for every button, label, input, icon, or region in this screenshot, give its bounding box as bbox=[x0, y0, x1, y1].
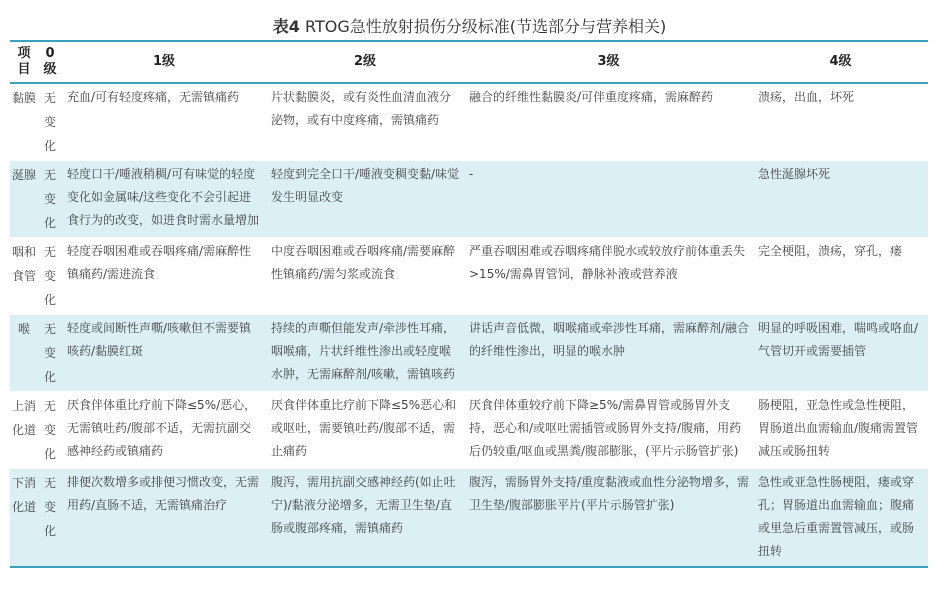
row-item: 喉 bbox=[10, 315, 38, 392]
table-row bbox=[10, 469, 928, 568]
table-row bbox=[10, 83, 928, 161]
grade-4-cell: 肠梗阻，亚急性或急性梗阻，胃肠道出血需输血/腹痛需置管减压或肠扭转 bbox=[758, 398, 919, 458]
grade-1-cell: 排便次数增多或排便习惯改变，无需用药/直肠不适，无需镇痛治疗 bbox=[62, 469, 266, 568]
table-row bbox=[10, 161, 928, 238]
grade-4-cell: 急性或亚急性肠梗阻，瘘或穿孔；胃肠道出血需输血；腹痛或里急后重需置管减压，或肠扭转 bbox=[753, 469, 928, 568]
header-item: 项目 bbox=[17, 46, 31, 77]
grade-0-cell: 无变化 bbox=[38, 469, 62, 568]
grade-3-cell: 讲话声音低微，咽喉痛或牵涉性耳痛，需麻醉剂/融合的纤维性渗出，明显的喉水肿 bbox=[464, 315, 753, 392]
table-title bbox=[0, 14, 939, 37]
grade-1-cell: 轻度或间断性声嘶/咳嗽但不需要镇咳药/黏膜红斑 bbox=[62, 315, 266, 392]
grade-3-cell: 腹泻，需肠胃外支持/重度黏液或血性分泌物增多，需卫生垫/腹部膨胀平片(平片示肠管扩张) bbox=[464, 469, 753, 568]
table-row bbox=[10, 238, 928, 315]
table-row bbox=[10, 392, 928, 469]
table-caption: RTOG急性放射损伤分级标准(节选部分与营养相关) bbox=[305, 17, 667, 36]
row-item: 黏膜 bbox=[12, 91, 37, 105]
grade-1-cell: 充血/可有轻度疼痛，无需镇痛药 bbox=[67, 90, 240, 104]
grade-0-cell: 无变化 bbox=[38, 315, 62, 392]
grade-1-cell: 轻度吞咽困难或吞咽疼痛/需麻醉性镇痛药/需进流食 bbox=[67, 244, 252, 281]
grade-3-cell: 厌食伴体重较疗前下降≥5%/需鼻胃管或肠胃外支持，恶心和/或呕吐需插管或肠胃外支持/腹痛，用药后仍较重/呕血或黑粪/腹部膨胀，(平片示肠管扩张) bbox=[469, 398, 742, 458]
header-grade-0: 0级 bbox=[43, 46, 57, 77]
header-row bbox=[10, 41, 928, 83]
header-grade-4: 4级 bbox=[829, 54, 852, 69]
table-number: 表4 bbox=[272, 17, 300, 36]
row-item: 咽和食管 bbox=[12, 245, 37, 283]
header-grade-1: 1级 bbox=[152, 54, 176, 69]
grade-4-cell: 急性涎腺坏死 bbox=[753, 161, 928, 238]
grade-3-cell: 严重吞咽困难或吞咽疼痛伴脱水或较放疗前体重丢失>15%/需鼻胃管饲，静脉补液或营养液 bbox=[469, 244, 746, 281]
grade-2-cell: 持续的声嘶但能发声/牵涉性耳痛，咽喉痛，片状纤维性渗出或轻度喉水肿，无需麻醉剂/咳嗽，需镇咳药 bbox=[266, 315, 464, 392]
row-item: 涎腺 bbox=[10, 161, 38, 238]
header-grade-3: 3级 bbox=[597, 54, 620, 69]
rtog-grading-table bbox=[10, 40, 928, 568]
grade-4-cell: 完全梗阻，溃疡，穿孔，瘘 bbox=[758, 244, 903, 258]
grade-2-cell: 片状黏膜炎，或有炎性血清血液分泌物，或有中度疼痛，需镇痛药 bbox=[271, 90, 452, 127]
row-item: 上消化道 bbox=[12, 399, 37, 437]
grade-2-cell: 中度吞咽困难或吞咽疼痛/需要麻醉性镇痛药/需匀浆或流食 bbox=[271, 244, 456, 281]
grade-0-cell: 无变化 bbox=[43, 91, 56, 153]
grade-2-cell: 腹泻，需用抗副交感神经药(如止吐宁)/黏液分泌增多，无需卫生垫/直肠或腹部疼痛，需镇痛药 bbox=[266, 469, 464, 568]
grade-1-cell: 厌食伴体重比疗前下降≤5%/恶心，无需镇吐药/腹部不适，无需抗副交感神经药或镇痛药 bbox=[67, 398, 257, 458]
grade-4-cell: 明显的呼吸困难，喘鸣或咯血/气管切开或需要插管 bbox=[753, 315, 928, 392]
grade-0-cell: 无变化 bbox=[38, 161, 62, 238]
grade-3-cell: - bbox=[464, 161, 753, 238]
row-item: 下消化道 bbox=[10, 469, 38, 568]
grade-2-cell: 厌食伴体重比疗前下降≤5%恶心和或呕吐，需要镇吐药/腹部不适，需止痛药 bbox=[271, 398, 457, 458]
table-row bbox=[10, 315, 928, 392]
grade-1-cell: 轻度口干/唾液稍稠/可有味觉的轻度变化如金属味/这些变化不会引起进食行为的改变，如进食时需水量增加 bbox=[62, 161, 266, 238]
grade-0-cell: 无变化 bbox=[43, 399, 56, 461]
grade-3-cell: 融合的纤维性黏膜炎/可伴重度疼痛，需麻醉药 bbox=[469, 90, 714, 104]
grade-0-cell: 无变化 bbox=[43, 245, 56, 307]
grade-2-cell: 轻度到完全口干/唾液变稠变黏/味觉发生明显改变 bbox=[266, 161, 464, 238]
header-grade-2: 2级 bbox=[353, 54, 377, 69]
grade-4-cell: 溃疡，出血，坏死 bbox=[758, 90, 855, 104]
